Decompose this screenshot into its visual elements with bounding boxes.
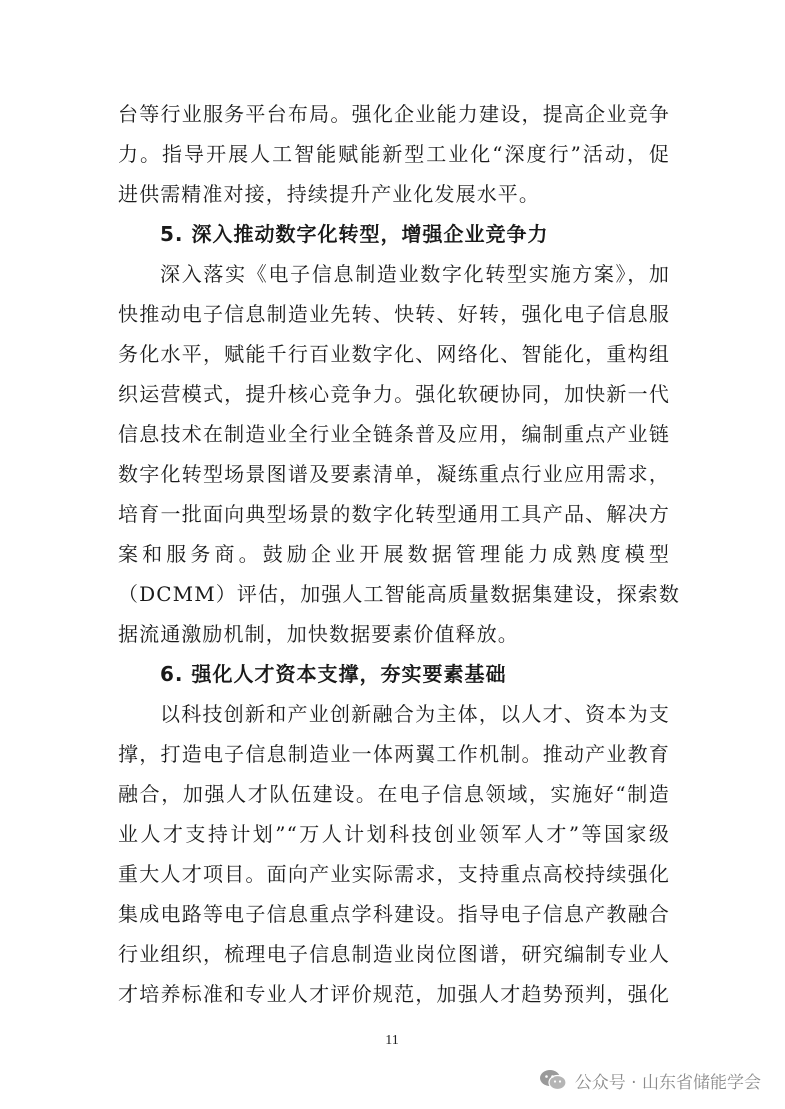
page-number: 11 (385, 1033, 399, 1048)
watermark (539, 1066, 761, 1094)
paragraph-line: 撑，打造电子信息制造业一体两翼工作机制。推动产业教育 (118, 742, 670, 766)
section-heading-5: 5. 深入推动数字化转型，增强企业竞争力 (160, 222, 549, 246)
section-heading-6: 6. 强化人才资本支撑，夯实要素基础 (160, 662, 507, 686)
paragraph-line: 以科技创新和产业创新融合为主体，以人才、资本为支 (160, 702, 670, 726)
paragraph-line: 深入落实《电子信息制造业数字化转型实施方案》，加 (160, 262, 670, 286)
paragraph-line: 行业组织，梳理电子信息制造业岗位图谱，研究编制专业人 (118, 942, 670, 966)
paragraph-line: 据流通激励机制，加快数据要素价值释放。 (118, 622, 519, 646)
paragraph-line: 集成电路等电子信息重点学科建设。指导电子信息产教融合 (118, 902, 670, 926)
paragraph-line: 重大人才项目。面向产业实际需求，支持重点高校持续强化 (118, 862, 670, 886)
paragraph-line: 融合，加强人才队伍建设。在电子信息领域，实施好“制造 (118, 782, 670, 806)
paragraph-line: 业人才支持计划”“万人计划科技创业领军人才”等国家级 (118, 822, 670, 846)
paragraph-line: （DCMM）评估，加强人工智能高质量数据集建设，探索数 (118, 582, 680, 606)
paragraph-line: 务化水平，赋能千行百业数字化、网络化、智能化，重构组 (118, 342, 670, 366)
watermark-text: 公众号 · 山东省储能学会 (574, 1072, 761, 1093)
wechat-icon (539, 1069, 567, 1091)
paragraph-line: 培育一批面向典型场景的数字化转型通用工具产品、解决方 (118, 502, 670, 526)
paragraph-line: 进供需精准对接，持续提升产业化发展水平。 (118, 182, 540, 206)
paragraph-line: 才培养标准和专业人才评价规范，加强人才趋势预判，强化 (118, 982, 670, 1006)
paragraph-line: 信息技术在制造业全行业全链条普及应用，编制重点产业链 (118, 422, 670, 446)
paragraph-line: 力。指导开展人工智能赋能新型工业化“深度行”活动，促 (118, 142, 670, 166)
paragraph-line: 快推动电子信息制造业先转、快转、好转，强化电子信息服 (118, 302, 670, 326)
paragraph-line: 数字化转型场景图谱及要素清单，凝练重点行业应用需求， (118, 462, 670, 486)
paragraph-line: 案和服务商。鼓励企业开展数据管理能力成熟度模型 (118, 542, 670, 566)
paragraph-line: 台等行业服务平台布局。强化企业能力建设，提高企业竞争 (118, 102, 670, 126)
paragraph-line: 织运营模式，提升核心竞争力。强化软硬协同，加快新一代 (118, 382, 670, 406)
